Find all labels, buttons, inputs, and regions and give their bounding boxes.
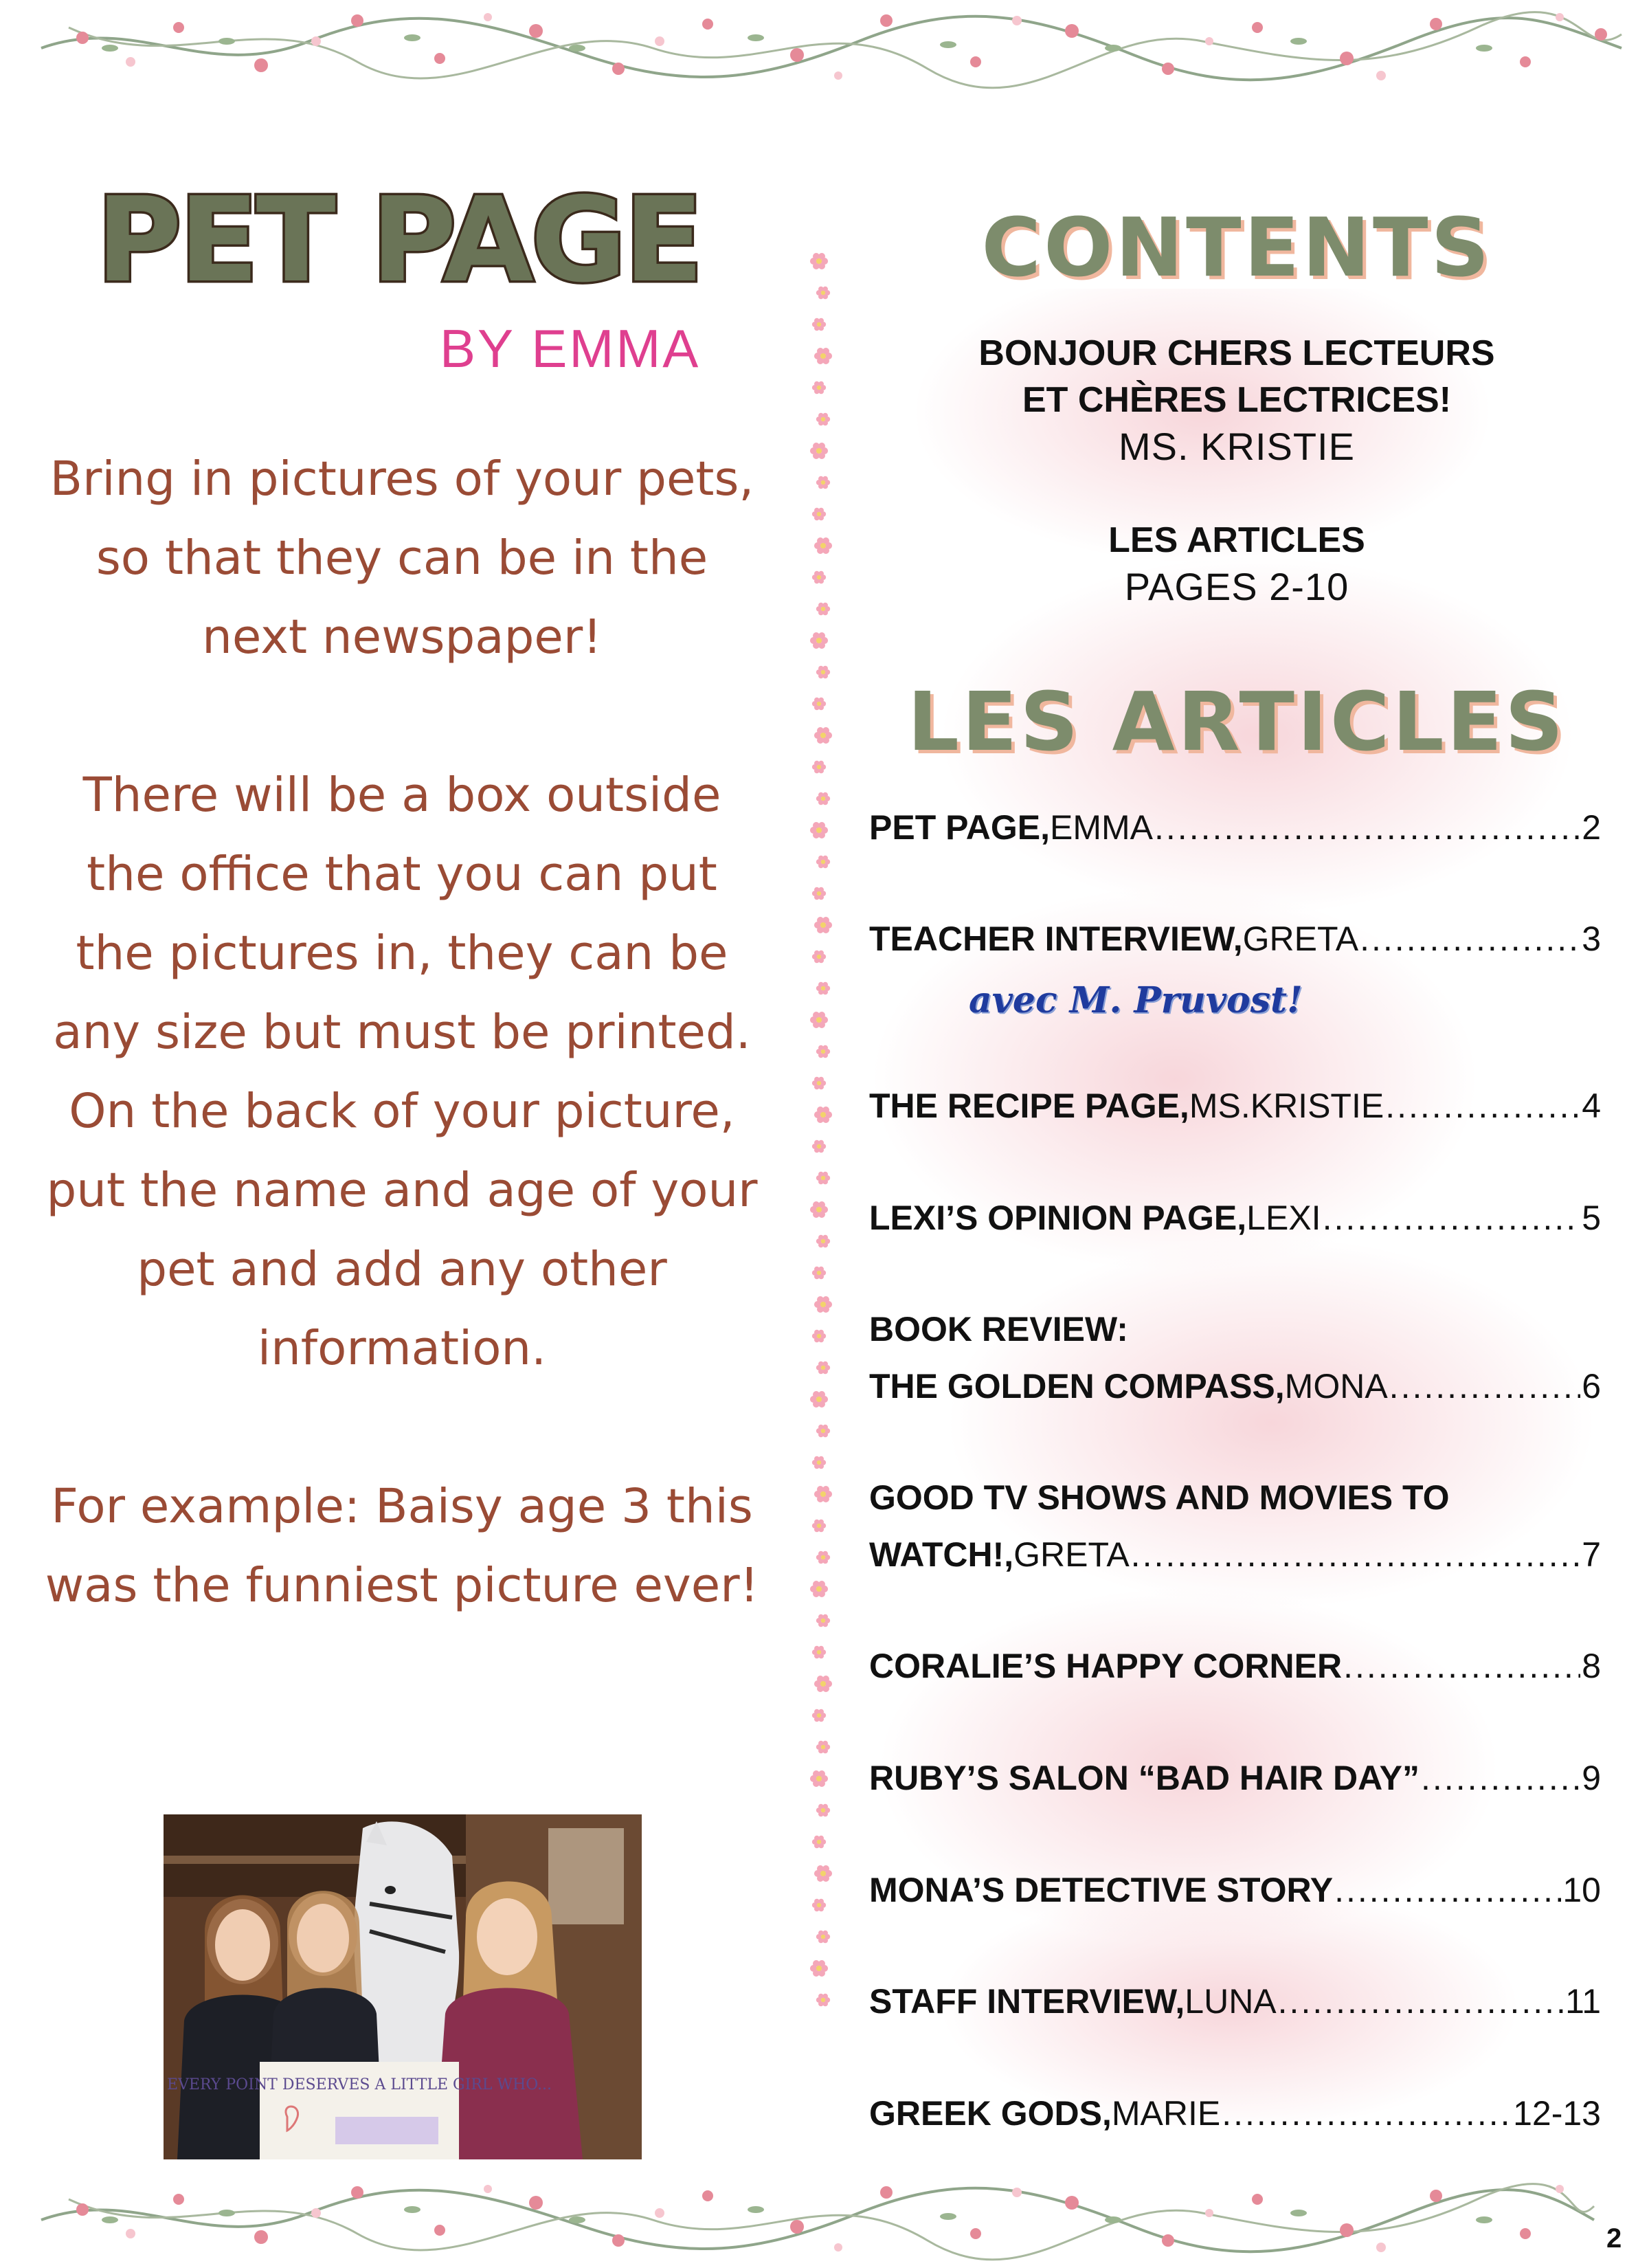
toc-item[interactable]: [869, 911, 1601, 967]
daisy-icon: [816, 792, 830, 805]
toc-author: GRETA: [1242, 920, 1359, 958]
daisy-icon: [816, 413, 830, 426]
daisy-icon: [814, 1865, 832, 1882]
articles-summary-pages: PAGES 2-10: [1124, 565, 1349, 608]
daisy-icon: [812, 1520, 826, 1533]
toc-leader: [1222, 2085, 1512, 2142]
daisy-icon: [812, 1836, 826, 1849]
daisy-icon: [810, 1391, 828, 1408]
daisy-icon: [810, 1770, 828, 1787]
interview-note: avec M. Pruvost!: [969, 979, 1303, 1021]
articles-heading: LES ARTICLES: [907, 674, 1567, 769]
daisy-icon: [812, 1140, 826, 1153]
toc-leader: [1385, 1078, 1580, 1134]
daisy-icon: [816, 1172, 830, 1185]
greeting-line-1: BONJOUR CHERS LECTEURS: [978, 333, 1495, 373]
toc-title-line1: GOOD TV SHOWS AND MOVIES TO: [869, 1478, 1450, 1517]
toc-author: LUNA: [1185, 1982, 1277, 2021]
toc-author: MONA: [1284, 1367, 1388, 1405]
greeting-author: MS. KRISTIE: [1119, 425, 1355, 468]
toc-leader: [1131, 1526, 1581, 1583]
toc-leader: [1323, 1190, 1581, 1246]
daisy-icon: [814, 1296, 832, 1313]
daisy-icon: [810, 632, 828, 649]
pet-photo: [164, 1814, 642, 2159]
toc-item[interactable]: [869, 1862, 1601, 1918]
daisy-icon: [810, 443, 828, 459]
daisy-icon: [816, 476, 830, 489]
toc-item[interactable]: [869, 1078, 1601, 1134]
toc-leader: [1334, 1862, 1561, 1918]
greeting-block: [852, 330, 1622, 470]
daisy-icon: [816, 1804, 830, 1817]
articles-summary: [852, 517, 1622, 610]
daisy-icon: [812, 950, 826, 964]
toc-leader: [1360, 911, 1580, 967]
contents-heading: CONTENTS: [981, 200, 1492, 295]
daisy-icon: [810, 1581, 828, 1597]
daisy-icon: [812, 571, 826, 584]
daisy-icon: [816, 1045, 830, 1058]
toc-item[interactable]: [869, 1750, 1601, 1806]
toc-author: EMMA: [1050, 808, 1154, 847]
toc-page: 7: [1582, 1535, 1601, 1574]
daisy-icon: [812, 508, 826, 521]
toc-page: 10: [1562, 1871, 1601, 1909]
daisy-icon: [812, 1077, 826, 1090]
toc-leader: [1278, 1973, 1564, 2030]
toc-title: THE GOLDEN COMPASS,: [869, 1367, 1285, 1405]
daisy-icon: [812, 698, 826, 711]
articles-summary-label: LES ARTICLES: [1108, 520, 1365, 560]
photo-sign-text: EVERY POINT DESERVES A LITTLE GIRL WHO...: [166, 2076, 552, 2093]
toc-title: WATCH!,: [869, 1535, 1014, 1574]
daisy-icon: [816, 1614, 830, 1627]
toc-page: 4: [1582, 1087, 1601, 1125]
floral-border-bottom: [0, 2165, 1649, 2268]
toc-item[interactable]: [869, 1526, 1601, 1583]
toc-title: TEACHER INTERVIEW,: [869, 920, 1243, 958]
toc-title-line1: BOOK REVIEW:: [869, 1310, 1128, 1348]
daisy-icon: [810, 253, 828, 269]
pet-page-title: PET PAGE: [96, 173, 702, 309]
daisy-icon: [814, 348, 832, 364]
toc-item[interactable]: [869, 2085, 1601, 2142]
daisy-icon: [816, 1994, 830, 2007]
daisy-icon: [812, 318, 826, 331]
toc-item[interactable]: [869, 1638, 1601, 1694]
daisy-icon: [814, 1676, 832, 1692]
daisy-icon: [814, 1486, 832, 1502]
daisy-icon: [816, 666, 830, 679]
toc-title: RUBY’S SALON “BAD HAIR DAY”: [869, 1759, 1420, 1797]
toc-leader: [1421, 1750, 1580, 1806]
toc-author: GRETA: [1013, 1535, 1130, 1574]
daisy-icon: [812, 1899, 826, 1912]
daisy-icon: [816, 1361, 830, 1375]
daisy-icon: [810, 822, 828, 838]
toc-leader: [1154, 799, 1580, 856]
daisy-icon: [812, 1456, 826, 1469]
daisy-icon: [816, 1425, 830, 1438]
toc-author: MARIE: [1111, 2094, 1221, 2133]
daisy-icon: [814, 727, 832, 744]
pet-paragraph-2: There will be a box outside the office that you can put the pictures in, they can be any size but must be printed. On the back of your picture, put the name and age of your pet and add any other information.: [46, 768, 758, 1376]
daisy-icon: [816, 1741, 830, 1754]
toc-item[interactable]: [869, 1358, 1601, 1414]
daisy-icon: [812, 1330, 826, 1343]
pet-page-byline: BY EMMA: [440, 318, 701, 379]
pet-paragraph-1: Bring in pictures of your pets, so that they can be in the next newspaper!: [49, 452, 754, 665]
daisy-icon: [816, 982, 830, 995]
daisy-icon: [816, 1235, 830, 1248]
daisy-icon: [810, 1012, 828, 1028]
toc-leader: [1389, 1358, 1581, 1414]
toc-page: 3: [1582, 920, 1601, 958]
daisy-icon: [814, 917, 832, 933]
toc-page: 9: [1582, 1759, 1601, 1797]
daisy-icon: [816, 856, 830, 869]
toc-title: LEXI’S OPINION PAGE,: [869, 1199, 1247, 1237]
toc-title: STAFF INTERVIEW,: [869, 1982, 1185, 2021]
daisy-icon: [812, 1709, 826, 1722]
toc-title: THE RECIPE PAGE,: [869, 1087, 1189, 1125]
daisy-icon: [812, 887, 826, 900]
toc-page: 2: [1582, 808, 1601, 847]
toc-title: GREEK GODS,: [869, 2094, 1112, 2133]
toc-item[interactable]: [869, 799, 1601, 856]
daisy-icon: [810, 1201, 828, 1218]
daisy-icon: [816, 1931, 830, 1944]
pet-paragraph-3: For example: Baisy age 3 this was the funniest picture ever!: [45, 1479, 759, 1613]
daisy-icon: [816, 603, 830, 616]
floral-border-top: [0, 0, 1649, 103]
toc-item[interactable]: [869, 1190, 1601, 1246]
daisy-icon: [812, 1646, 826, 1659]
daisy-icon: [812, 761, 826, 774]
daisy-icon: [816, 1551, 830, 1564]
toc-page: 6: [1582, 1367, 1601, 1405]
toc-author: MS.KRISTIE: [1189, 1087, 1384, 1125]
toc-page: 8: [1582, 1647, 1601, 1685]
toc-leader: [1343, 1638, 1580, 1694]
toc-page: 12-13: [1513, 2094, 1601, 2133]
greeting-line-2: ET CHÈRES LECTRICES!: [1022, 380, 1452, 420]
flower-divider: [804, 247, 838, 2021]
toc-title: CORALIE’S HAPPY CORNER: [869, 1647, 1343, 1685]
toc-page: 5: [1582, 1199, 1601, 1237]
daisy-icon: [814, 1107, 832, 1123]
daisy-icon: [812, 381, 826, 394]
daisy-icon: [812, 1267, 826, 1280]
toc-author: LEXI: [1246, 1199, 1321, 1237]
daisy-icon: [816, 287, 830, 300]
toc-title: MONA’S DETECTIVE STORY: [869, 1871, 1334, 1909]
page-number: 2: [1606, 2223, 1622, 2254]
toc-item[interactable]: [869, 1973, 1601, 2030]
daisy-icon: [814, 537, 832, 554]
daisy-icon: [810, 1960, 828, 1977]
toc-title: PET PAGE,: [869, 808, 1051, 847]
toc-page: 11: [1565, 1982, 1601, 2021]
